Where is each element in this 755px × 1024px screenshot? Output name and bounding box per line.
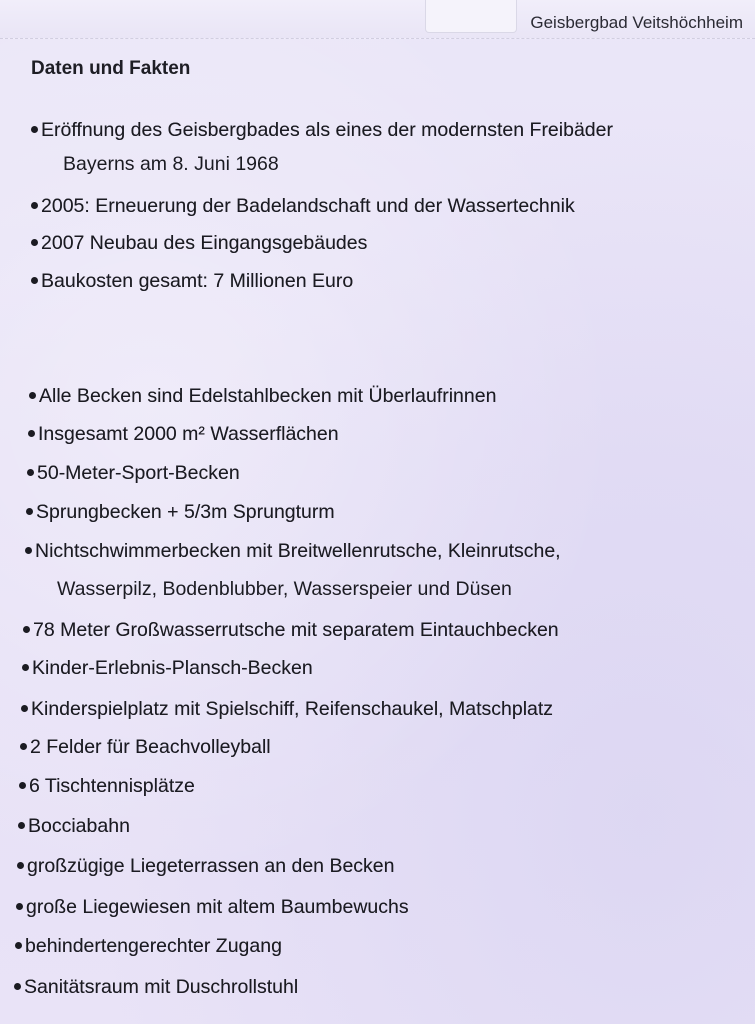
list-item-text: Kinder-Erlebnis-Plansch-Becken (32, 657, 313, 679)
bullet-icon (28, 430, 35, 437)
list-item (19, 775, 195, 797)
list-item-text: 2 Felder für Beachvolleyball (30, 736, 271, 758)
list-item (15, 935, 282, 957)
list-item-text: 6 Tischtennisplätze (29, 775, 195, 797)
bullet-icon (17, 862, 24, 869)
list-item-text: Alle Becken sind Edelstahlbecken mit Überlaufrinnen (39, 385, 497, 407)
list-item (23, 619, 559, 641)
list-item-text: 50-Meter-Sport-Becken (37, 462, 240, 484)
bullet-icon (20, 743, 27, 750)
bullet-icon (29, 392, 36, 399)
list-item-text: Bocciabahn (28, 815, 130, 837)
list-item (16, 896, 409, 918)
list-item (27, 462, 240, 484)
list-item-text: Baukosten gesamt: 7 Millionen Euro (41, 270, 354, 292)
header-title: Geisbergbad Veitshöchheim (530, 13, 743, 32)
list-item-continuation: Wasserpilz, Bodenblubber, Wasserspeier und Düsen (57, 578, 512, 600)
bullet-icon (27, 469, 34, 476)
list-item (21, 698, 553, 720)
list-item-text: große Liegewiesen mit altem Baumbewuchs (26, 896, 409, 918)
list-item-text: Sprungbecken + 5/3m Sprungturm (36, 501, 335, 523)
bullet-icon (26, 508, 33, 515)
list-item (20, 736, 271, 758)
list-item (22, 657, 313, 679)
list-item-text: 2007 Neubau des Eingangsgebäudes (41, 232, 368, 254)
bullet-icon (22, 664, 29, 671)
bullet-icon (19, 782, 26, 789)
bullet-icon (15, 942, 22, 949)
list-item-text: großzügige Liegeterrassen an den Becken (27, 855, 395, 877)
list-item (28, 423, 339, 445)
list-item (17, 855, 395, 877)
list-item-text: Nichtschwimmerbecken mit Breitwellenrutsche, Kleinrutsche, (35, 540, 561, 562)
list-item-text: Sanitätsraum mit Duschrollstuhl (24, 976, 299, 998)
bullet-icon (25, 547, 32, 554)
list-item-continuation: Bayerns am 8. Juni 1968 (63, 153, 279, 175)
section-heading: Daten und Fakten (31, 58, 191, 79)
list-item-text: behindertengerechter Zugang (25, 935, 282, 957)
list-item-text: 78 Meter Großwasserrutsche mit separatem Eintauchbecken (33, 619, 559, 641)
list-item (25, 540, 561, 562)
list-item (29, 385, 496, 407)
list-item-text: Insgesamt 2000 m² Wasserflächen (38, 423, 339, 445)
bullet-icon (23, 626, 30, 633)
list-item (18, 815, 130, 837)
list-item-text: Kinderspielplatz mit Spielschiff, Reifenschaukel, Matschplatz (31, 698, 554, 720)
list-item-text: 2005: Erneuerung der Badelandschaft und der Wassertechnik (41, 195, 575, 217)
list-item (26, 501, 335, 523)
bullet-icon (16, 903, 23, 910)
bullet-icon (21, 705, 28, 712)
bullet-icon (14, 983, 21, 990)
list-item-text: Eröffnung des Geisbergbades als eines der modernsten Freibäder (41, 119, 613, 141)
bullet-icon (18, 822, 25, 829)
list-item (14, 976, 298, 998)
